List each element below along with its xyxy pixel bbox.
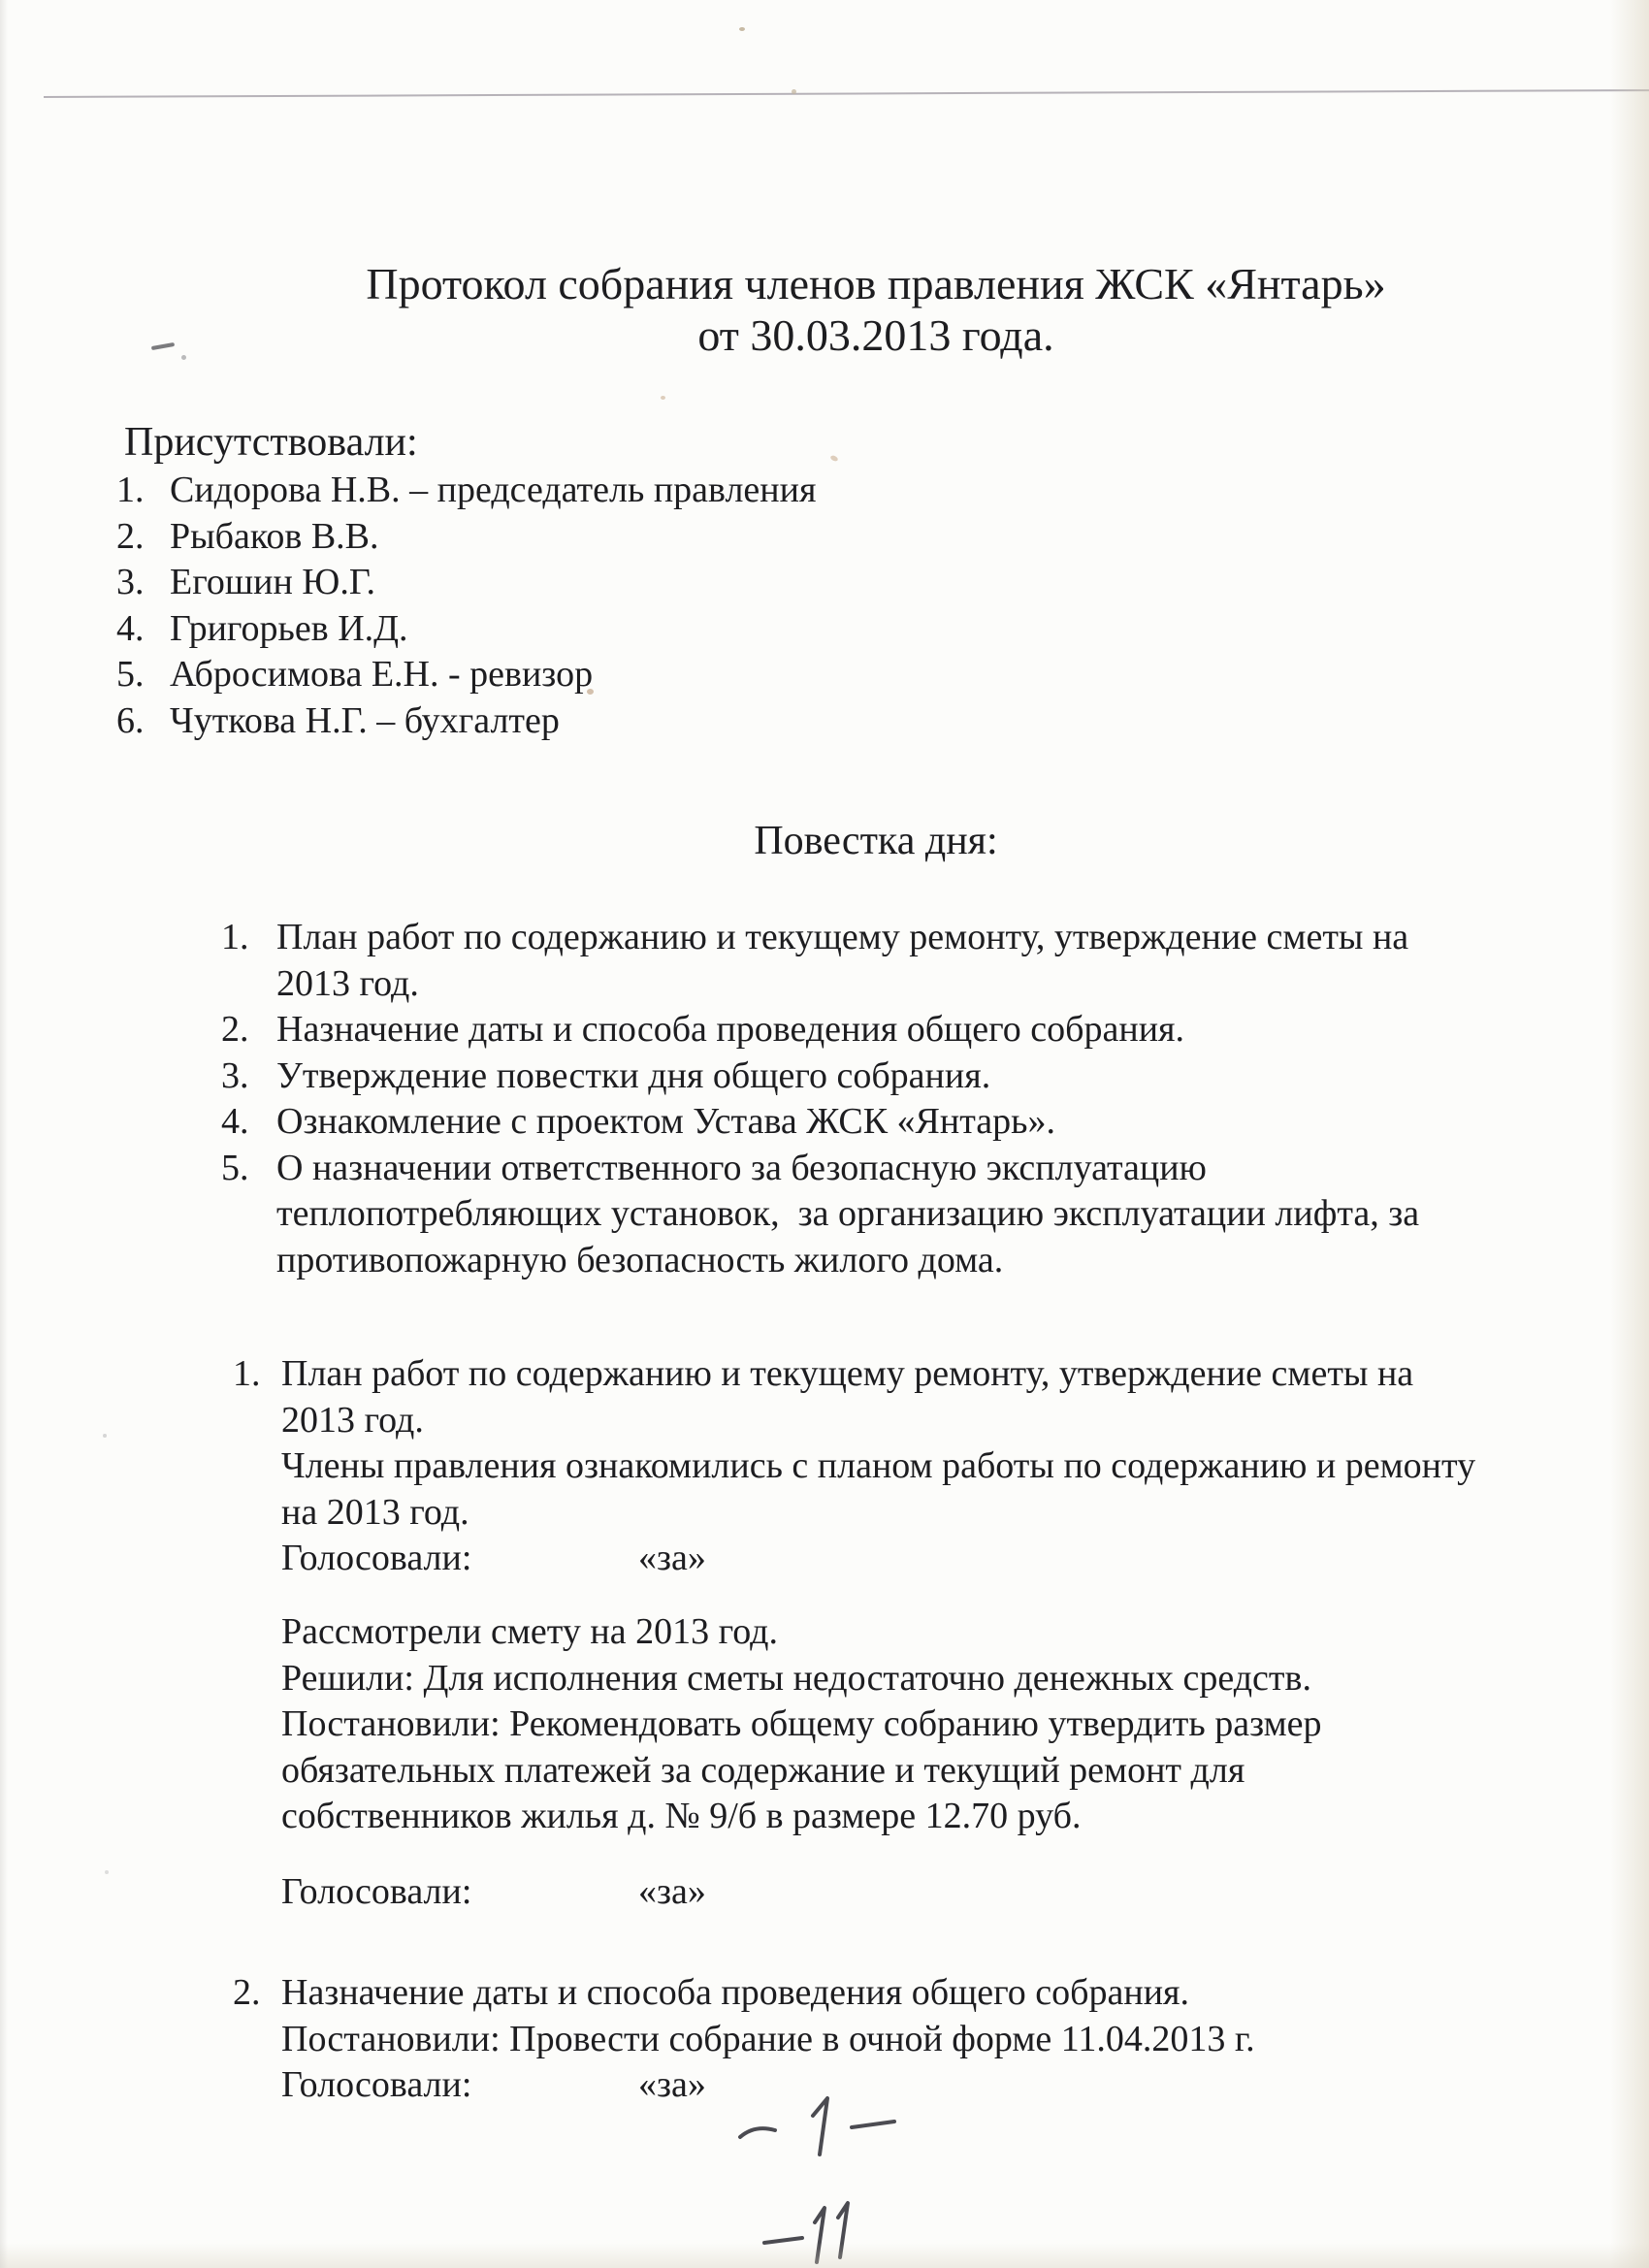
section-1-resolved xyxy=(281,1701,1475,1840)
scan-edge-line xyxy=(44,89,1649,98)
paper-edge-shadow-left xyxy=(0,0,8,2268)
agenda-item-number: 5. xyxy=(221,1147,249,1188)
section-2-title xyxy=(233,1970,1255,2017)
attendee-name: Егошин Ю.Г. xyxy=(170,562,376,602)
section-1-number: 1. xyxy=(233,1353,261,1394)
attendee-item xyxy=(116,652,816,698)
resolved-line: обязательных платежей за содержание и текущий ремонт для xyxy=(281,1749,1245,1791)
section-1-vote-1 xyxy=(281,1536,1475,1582)
agenda-item-text xyxy=(276,1099,1055,1146)
vote-label: Голосовали: xyxy=(281,1870,472,1912)
agenda-item-line: О назначении ответственного за безопасную эксплуатацию xyxy=(276,1147,1207,1188)
section-title-line: План работ по содержанию и текущему ремонту, утверждение сметы на xyxy=(281,1353,1414,1394)
agenda-item-number: 2. xyxy=(221,1009,249,1050)
attendee-item xyxy=(116,698,816,745)
paragraph-line: Члены правления ознакомились с планом работы по содержанию и ремонту xyxy=(281,1445,1476,1486)
attendee-number: 3. xyxy=(116,562,145,602)
section-1-vote-2 xyxy=(281,1869,1475,1916)
attendee-number: 1. xyxy=(116,470,145,510)
document-title xyxy=(103,258,1649,361)
scan-speck xyxy=(105,1870,109,1874)
agenda-item-line: Ознакомление с проектом Устава ЖСК «Янтарь». xyxy=(276,1101,1055,1142)
agenda-item-line: противопожарную безопасность жилого дома. xyxy=(276,1239,1004,1280)
attendee-name: Сидорова Н.В. – председатель правления xyxy=(170,470,817,510)
attendee-number: 5. xyxy=(116,654,145,695)
agenda-item-text xyxy=(276,1146,1419,1284)
vote-value: «за» xyxy=(638,1538,706,1578)
agenda-item-number: 1. xyxy=(221,917,249,957)
section-2-title-text xyxy=(281,1970,1189,2017)
agenda-item-number: 4. xyxy=(221,1101,249,1142)
agenda-item-line: Назначение даты и способа проведения общего собрания. xyxy=(276,1009,1185,1050)
attendee-number: 2. xyxy=(116,515,145,557)
section-2 xyxy=(233,1970,1255,2109)
section-2-vote xyxy=(281,2062,1255,2109)
vote-value: «за» xyxy=(638,2064,706,2105)
section-title-line: 2013 год. xyxy=(281,1399,424,1441)
attendee-name: Рыбаков В.В. xyxy=(170,515,379,557)
scan-speck xyxy=(103,1434,107,1438)
title-line-2: от 30.03.2013 года. xyxy=(697,310,1054,360)
title-line-1: Протокол собрания членов правления ЖСК «Янтарь» xyxy=(366,259,1386,308)
agenda-item-line: теплопотребляющих установок, за организацию эксплуатации лифта, за xyxy=(276,1193,1420,1234)
attendee-number: 6. xyxy=(116,699,145,741)
scan-speck xyxy=(739,27,745,31)
agenda-list xyxy=(221,915,1419,1283)
section-1-title-text xyxy=(281,1351,1413,1443)
section-1-decided: Решили: Для исполнения сметы недостаточно денежных средств. xyxy=(281,1657,1311,1699)
resolved-line: собственников жилья д. № 9/б в размере 12.70 руб. xyxy=(281,1796,1082,1836)
section-2-number: 2. xyxy=(233,1972,261,2013)
agenda-item-text xyxy=(276,1053,990,1100)
section-2-resolved: Постановили: Провести собрание в очной форме 11.04.2013 г. xyxy=(281,2018,1255,2059)
section-1-title xyxy=(233,1351,1475,1443)
attendee-name: Чуткова Н.Г. – бухгалтер xyxy=(170,699,560,741)
attendee-item xyxy=(116,560,816,606)
agenda-item-text xyxy=(276,1007,1184,1053)
attendee-item xyxy=(116,468,816,514)
agenda-item xyxy=(221,1146,1419,1284)
agenda-heading: Повестка дня: xyxy=(754,819,998,863)
vote-label: Голосовали: xyxy=(281,2064,472,2105)
agenda-item xyxy=(221,1099,1419,1146)
agenda-item-line: План работ по содержанию и текущему ремонту, утверждение сметы на xyxy=(276,917,1409,957)
attendee-number: 4. xyxy=(116,607,145,649)
section-1 xyxy=(233,1351,1475,1915)
scan-speck xyxy=(792,89,796,94)
section-title-line: Назначение даты и способа проведения общего собрания. xyxy=(281,1972,1190,2013)
resolved-line: Постановили: Рекомендовать общему собранию утвердить размер xyxy=(281,1703,1322,1744)
scan-speck xyxy=(829,455,838,463)
attendees-heading: Присутствовали: xyxy=(124,420,418,465)
agenda-item-line: Утверждение повестки дня общего собрания. xyxy=(276,1054,991,1096)
attendee-name: Григорьев И.Д. xyxy=(170,607,408,649)
section-1-paragraph xyxy=(281,1443,1475,1536)
agenda-item xyxy=(221,915,1419,1007)
agenda-item-number: 3. xyxy=(221,1054,249,1096)
scan-speck xyxy=(661,396,665,400)
vote-label: Голосовали: xyxy=(281,1538,472,1578)
agenda-item xyxy=(221,1053,1419,1100)
attendee-item xyxy=(116,606,816,653)
paragraph-line: на 2013 год. xyxy=(281,1491,469,1533)
paper-edge-shadow-right xyxy=(1610,0,1649,2268)
attendees-list xyxy=(116,468,816,744)
section-1-considered: Рассмотрели смету на 2013 год. xyxy=(281,1611,778,1652)
agenda-item-line: 2013 год. xyxy=(276,962,419,1004)
agenda-item xyxy=(221,1007,1419,1053)
vote-value: «за» xyxy=(638,1870,706,1912)
paper-edge-shadow-bottom xyxy=(0,2243,1649,2268)
agenda-item-text xyxy=(276,915,1408,1007)
attendee-name: Абросимова Е.Н. - ревизор xyxy=(170,654,594,695)
attendee-item xyxy=(116,514,816,561)
